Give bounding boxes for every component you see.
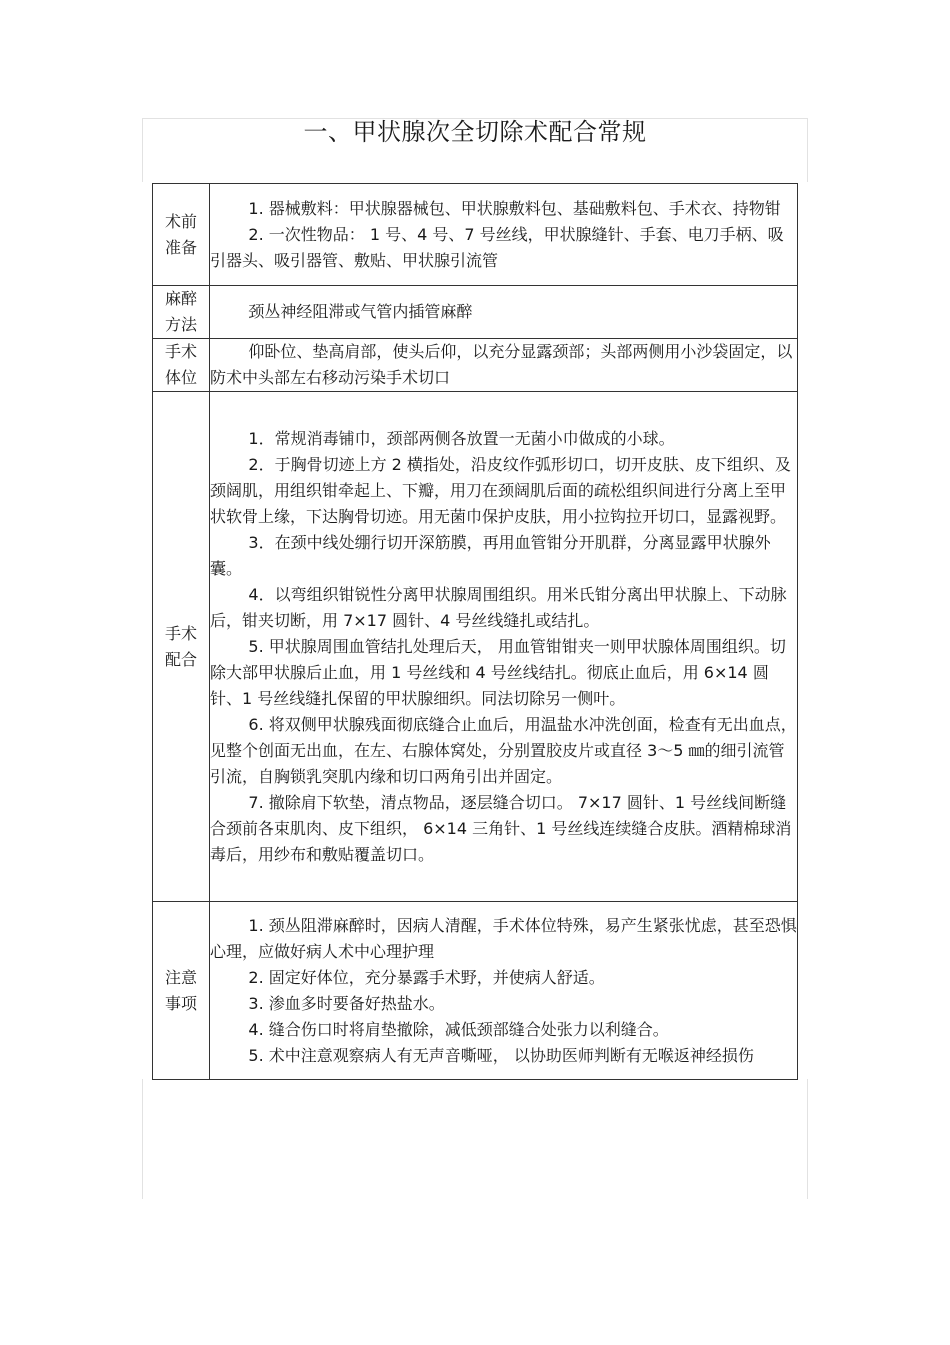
row-label-text: 手术 配合: [164, 623, 197, 669]
paragraph: 3．在颈中线处绷行切开深筋膜，再用血管钳分开肌群，分离显露甲状腺外囊。: [210, 532, 771, 578]
paragraph: 2. 固定好体位，充分暴露手术野，并使病人舒适。: [248, 967, 605, 987]
document-title: 一、甲状腺次全切除术配合常规: [303, 118, 647, 146]
paragraph: 1. 器械敷料：甲状腺器械包、甲状腺敷料包、基础敷料包、手术衣、持物钳: [248, 198, 781, 218]
table-row-anesthesia: [153, 286, 798, 339]
row-label-text: 手术 体位: [164, 342, 197, 387]
row-content-preop: [210, 184, 798, 286]
procedure-table: [152, 183, 798, 1080]
paragraph: 1. 颈丛阻滞麻醉时，因病人清醒，手术体位特殊，易产生紧张忧虑，甚至恐惧心理，应做好病人术中心理护理: [210, 915, 797, 961]
paragraph: 3. 渗血多时要备好热盐水。: [248, 993, 445, 1013]
row-content-notes: [210, 902, 798, 1080]
row-label-preop: [153, 184, 210, 286]
paragraph: 2．于胸骨切迹上方 2 横指处，沿皮纹作弧形切口，切开皮肤、皮下组织、及颈阔肌，用组织钳牵起上、下瓣，用刀在颈阔肌后面的疏松组织间进行分离上至甲状软骨上缘，下达胸骨切迹。用无菌巾保护皮肤，用小拉钩拉开切口，显露视野。: [210, 454, 791, 526]
paragraph: 5. 甲状腺周围血管结扎处理后天， 用血管钳钳夹一则甲状腺体周围组织。切除大部甲状腺后止血，用 1 号丝线和 4 号丝线结扎。彻底止血后，用 6×14 圆针、1 号丝线缝扎保留的甲状腺细织。同法切除另一侧叶。: [210, 636, 786, 708]
row-label-anesthesia: [153, 286, 210, 339]
paragraph: 1．常规消毒铺巾，颈部两侧各放置一无菌小巾做成的小球。: [248, 428, 675, 448]
row-label-position: [153, 339, 210, 392]
row-content-anesthesia: [210, 286, 798, 339]
paragraph: 颈丛神经阻滞或气管内插管麻醉: [248, 302, 473, 321]
row-label-text: 注意 事项: [164, 967, 197, 1013]
row-content-cooperation: [210, 392, 798, 902]
paragraph: 7. 撤除肩下软垫，清点物品，逐层缝合切口。 7×17 圆针、1 号丝线间断缝合颈前各束肌肉、皮下组织， 6×14 三角针、1 号丝线连续缝合皮肤。酒精棉球消毒后，用纱布和敷贴覆盖切口。: [210, 792, 792, 864]
paragraph: 仰卧位、垫高肩部，使头后仰，以充分显露颈部；头部两侧用小沙袋固定，以防术中头部左右移动污染手术切口: [210, 342, 793, 387]
row-content-position: [210, 339, 798, 392]
paragraph: 4. 缝合伤口时将肩垫撤除，减低颈部缝合处张力以利缝合。: [248, 1019, 669, 1039]
row-label-text: 麻醉 方法: [164, 289, 197, 334]
table-row-position: [153, 339, 798, 392]
paragraph: 2. 一次性物品： 1 号、4 号、7 号丝线，甲状腺缝针、手套、电刀手柄、吸引器头、吸引器管、敷贴、甲状腺引流管: [210, 224, 784, 270]
paragraph: 4．以弯组织钳锐性分离甲状腺周围组织。用米氏钳分离出甲状腺上、下动脉后，钳夹切断，用 7×17 圆针、4 号丝线缝扎或结扎。: [210, 584, 787, 630]
table-row-notes: [153, 902, 798, 1080]
row-label-cooperation: [153, 392, 210, 902]
table-row-cooperation: [153, 392, 798, 902]
row-label-text: 术前 准备: [164, 211, 197, 257]
table-row-preop: [153, 184, 798, 286]
page-frame-bottom: [142, 1079, 808, 1199]
paragraph: 6. 将双侧甲状腺残面彻底缝合止血后，用温盐水冲洗创面，检查有无出血点，见整个创面无出血，在左、右腺体窝处，分别置胶皮片或直径 3～5 ㎜的细引流管引流，自胸锁乳突肌内缘和切口两角引出并固定。: [210, 714, 797, 786]
row-label-notes: [153, 902, 210, 1080]
paragraph: 5. 术中注意观察病人有无声音嘶哑， 以协助医师判断有无喉返神经损伤: [248, 1045, 754, 1065]
